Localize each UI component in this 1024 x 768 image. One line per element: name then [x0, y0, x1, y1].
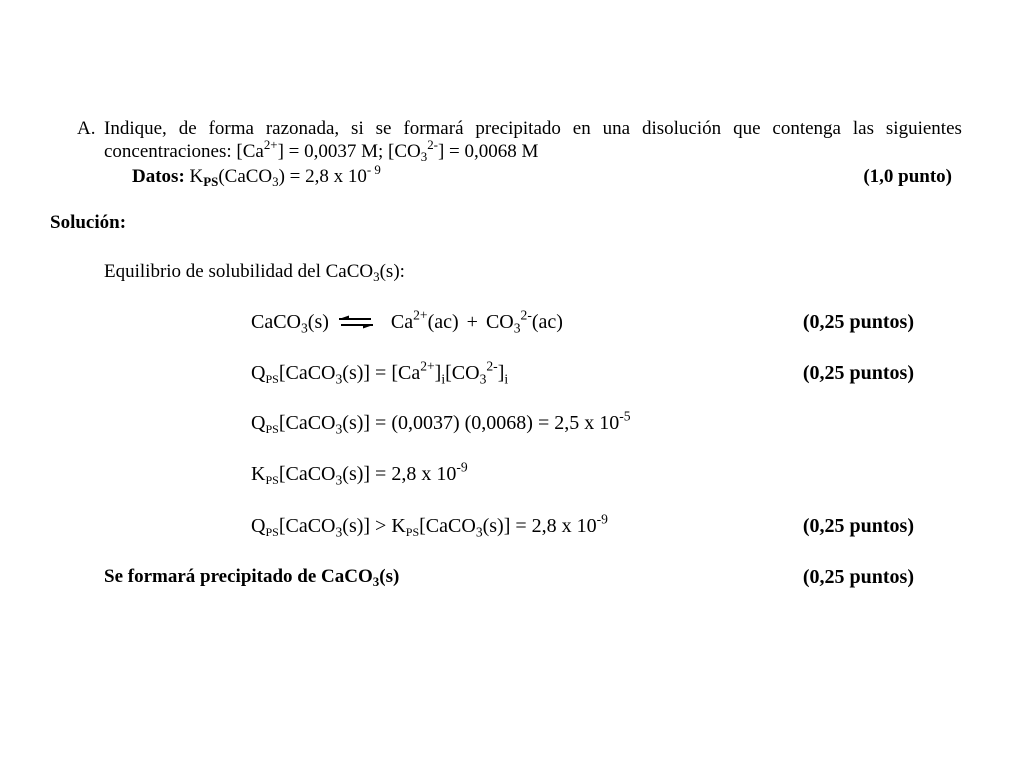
- question-word: contenga: [772, 118, 841, 139]
- question-text-line1: [104, 118, 962, 140]
- question-word: Indique,: [104, 118, 167, 139]
- question-word: formará: [403, 118, 464, 139]
- question-word: las: [852, 118, 874, 139]
- question-word: forma: [208, 118, 254, 139]
- question-word: si: [351, 118, 364, 139]
- points-label: (0,25 puntos): [802, 566, 914, 588]
- points-label: (0,25 puntos): [802, 515, 914, 537]
- question-word: se: [375, 118, 392, 139]
- question-word: razonada,: [265, 118, 340, 139]
- qps-calculation: $Q_{PS}[CaCO_3(s)] = (0,0037) (0,0068) = 2,5$ x $10^{-5}$: [251, 408, 631, 437]
- solution-intro: Equilibrio de solubilidad del CaCO$_3$(s):: [104, 261, 405, 285]
- question-word: siguientes: [885, 118, 962, 139]
- question-data: Datos: $K_{PS}(CaCO_3) = 2,8$ x $10^{- 9}$: [132, 162, 381, 190]
- question-points: (1,0 punto): [863, 166, 952, 187]
- question-word: en: [572, 118, 591, 139]
- question-word: una: [602, 118, 631, 139]
- conclusion: Se formará precipitado de CaCO$_3$(s): [104, 566, 400, 590]
- points-label: (0,25 puntos): [802, 311, 914, 333]
- question-word: de: [178, 118, 197, 139]
- question-word: disolución: [641, 118, 722, 139]
- question-word: precipitado: [475, 118, 561, 139]
- solution-heading: Solución:: [50, 212, 127, 233]
- question-word: que: [733, 118, 761, 139]
- equilibrium-arrow-icon: [337, 315, 375, 329]
- question-text-line2: concentraciones: $[Ca^{2+}] = 0,0037$ M; $[CO_3^{2-}] = 0,0068$ M: [104, 137, 539, 165]
- qps-expression: $Q_{PS}[CaCO_3(s)] = [Ca^{2+}]_i[CO_3^{2-}]_i$: [251, 358, 509, 387]
- kps-value: $K_{PS}[CaCO_3(s)] = 2,8$ x $10^{-9}$: [251, 459, 468, 488]
- question-letter: A.: [77, 118, 96, 139]
- points-label: (0,25 puntos): [802, 362, 914, 384]
- qps-kps-comparison: $Q_{PS}[CaCO_3(s)]$ > $K_{PS}[CaCO_3(s)] = 2,8$ x $10^{-9}$: [251, 511, 608, 540]
- equilibrium-equation: CaCO$_3$(s) $Ca^{2+}(ac) + CO_3^{2-}(ac)$: [251, 307, 563, 336]
